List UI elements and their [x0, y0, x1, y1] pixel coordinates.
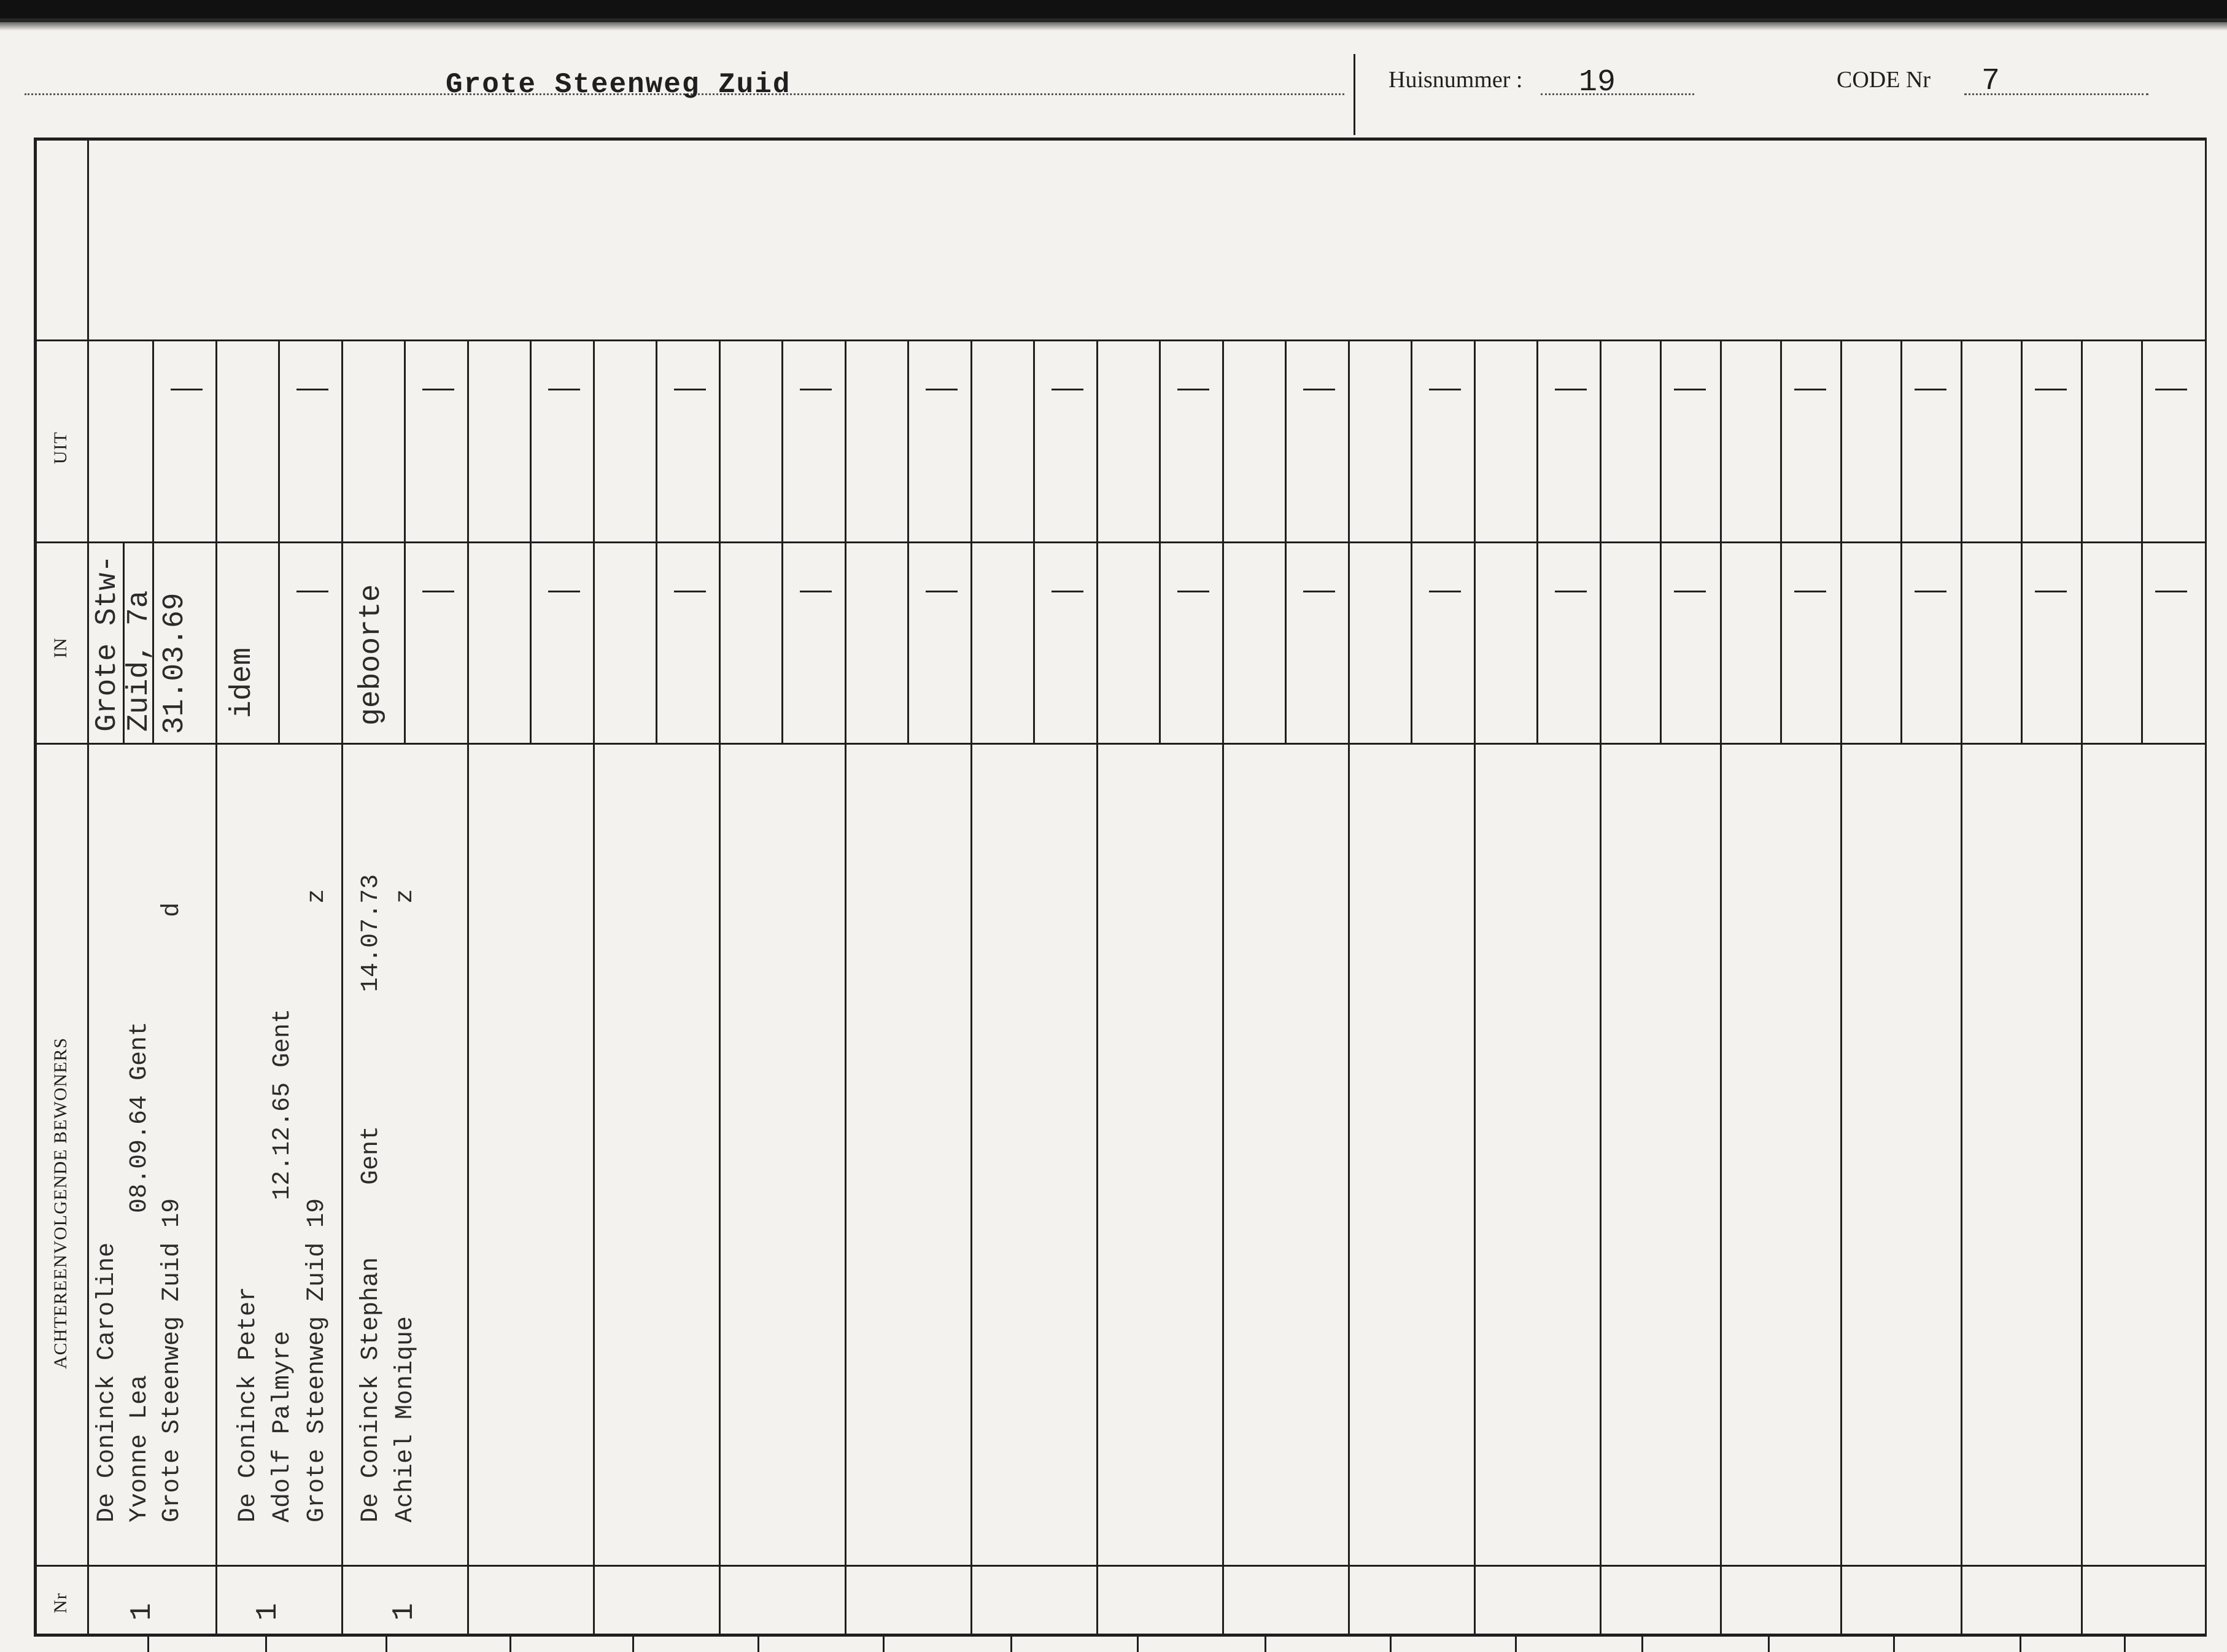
- col-line: [1840, 339, 1842, 1635]
- bottom-tick: [509, 1635, 511, 1652]
- in-dash: [1555, 591, 1587, 592]
- resident-1-address: Grote Steenweg Zuid 19: [158, 1198, 186, 1522]
- in-dash: [1303, 591, 1335, 592]
- in-dash: [2155, 591, 2187, 592]
- bottom-tick: [1265, 1635, 1266, 1652]
- sub-col-line: [656, 339, 657, 743]
- sub-col-line: [1285, 339, 1287, 743]
- uit-dash: [422, 389, 454, 390]
- nr-section-top: [34, 1565, 2207, 1567]
- sub-col-line: [2021, 339, 2023, 743]
- uit-dash: [1303, 389, 1335, 390]
- in-dash: [1674, 591, 1706, 592]
- code-label: CODE Nr: [1837, 67, 1931, 93]
- resident-2-name-line1: De Coninck Peter: [234, 1286, 262, 1522]
- label-column-divider: [87, 138, 89, 1635]
- col-line: [1961, 339, 1962, 1635]
- section-label-uit: UIT: [50, 432, 71, 464]
- header-divider: [1354, 54, 1355, 135]
- bottom-tick: [883, 1635, 885, 1652]
- in-dash: [674, 591, 706, 592]
- resident-2-nr: 1: [252, 1603, 285, 1621]
- col-line: [1720, 339, 1722, 1635]
- resident-2-mark: z: [303, 888, 331, 904]
- table-right-border: [2205, 138, 2207, 1635]
- in-dash: [800, 591, 832, 592]
- sub-col-line: [530, 339, 532, 743]
- bottom-tick: [385, 1635, 387, 1652]
- sub-col-line: [1033, 339, 1035, 743]
- resident-3-in-from: geboorte: [355, 584, 388, 726]
- sub-col-line: [1660, 339, 1662, 743]
- resident-1-in-date: 31.03.69: [158, 592, 192, 734]
- table-bottom-border: [34, 1634, 2207, 1637]
- col-line: [1474, 339, 1476, 1635]
- sub-col-line: [1159, 339, 1161, 743]
- in-dash: [1794, 591, 1826, 592]
- sub-col-line: [1900, 339, 1902, 743]
- resident-3-nr: 1: [388, 1603, 421, 1621]
- uit-dash: [548, 389, 580, 390]
- bottom-tick: [1390, 1635, 1392, 1652]
- bottom-tick: [632, 1635, 634, 1652]
- col-line: [845, 339, 846, 1635]
- col-line: [341, 339, 343, 1635]
- col-line: [2081, 339, 2083, 1635]
- bottom-tick: [1641, 1635, 1643, 1652]
- col-line: [215, 339, 217, 1635]
- bottom-tick: [1010, 1635, 1012, 1652]
- in-dash: [296, 591, 328, 592]
- resident-3-birth-place: Gent: [357, 1125, 385, 1185]
- uit-dash: [2035, 389, 2067, 390]
- in-dash: [1052, 591, 1083, 592]
- uit-dash: [800, 389, 832, 390]
- resident-1-in-from2: Zuid, 7a: [123, 590, 156, 732]
- uit-section-top: [34, 339, 2207, 341]
- street-name: Grote Steenweg Zuid: [446, 69, 791, 101]
- uit-dash: [1915, 389, 1946, 390]
- bewoners-section-top: [34, 743, 2207, 745]
- huisnummer-dotted-line: [1541, 93, 1694, 95]
- resident-3-mark: z: [392, 888, 419, 904]
- uit-dash: [926, 389, 958, 390]
- col-line: [593, 339, 595, 1635]
- resident-2-birth: 12.12.65 Gent: [269, 1008, 296, 1200]
- resident-1-name-line1: De Coninck Caroline: [93, 1242, 121, 1522]
- col-line: [1222, 339, 1224, 1635]
- in-dash: [1177, 591, 1209, 592]
- bottom-tick: [2124, 1635, 2126, 1652]
- section-label-nr: Nr: [50, 1592, 71, 1613]
- uit-dash: [2155, 389, 2187, 390]
- huisnummer-label: Huisnummer :: [1388, 67, 1523, 93]
- sub-col-line: [1536, 339, 1538, 743]
- uit-dash: [171, 389, 203, 390]
- in-dash: [422, 591, 454, 592]
- scan-shadow: [0, 18, 2227, 31]
- section-label-bewoners: ACHTEREENVOLGENDE BEWONERS: [50, 1037, 71, 1369]
- bottom-tick: [1515, 1635, 1517, 1652]
- resident-3-name-line1: De Coninck Stephan: [357, 1257, 385, 1522]
- uit-dash: [1429, 389, 1461, 390]
- in-dash: [1915, 591, 1946, 592]
- resident-3-birth-date: 14.07.73: [357, 874, 385, 992]
- uit-dash: [1052, 389, 1083, 390]
- uit-dash: [1674, 389, 1706, 390]
- uit-dash: [296, 389, 328, 390]
- bottom-tick: [1137, 1635, 1139, 1652]
- resident-2-address: Grote Steenweg Zuid 19: [303, 1198, 331, 1522]
- resident-1-name-line2: Yvonne Lea: [126, 1375, 153, 1522]
- in-dash: [2035, 591, 2067, 592]
- sub-col-line: [278, 339, 280, 743]
- in-dash: [926, 591, 958, 592]
- section-label-in: IN: [50, 637, 71, 658]
- col-line: [1600, 339, 1602, 1635]
- resident-1-nr: 1: [126, 1603, 159, 1621]
- bottom-tick: [757, 1635, 759, 1652]
- col-line: [467, 339, 469, 1635]
- resident-3-name-line2: Achiel Monique: [392, 1316, 419, 1522]
- code-value: 7: [1981, 64, 2000, 99]
- uit-dash: [1794, 389, 1826, 390]
- uit-dash: [1555, 389, 1587, 390]
- col-line: [1348, 339, 1350, 1635]
- bottom-tick: [2020, 1635, 2021, 1652]
- uit-dash: [674, 389, 706, 390]
- resident-2-in-from: idem: [226, 647, 259, 718]
- sub-col-line: [1780, 339, 1782, 743]
- in-section-top: [34, 541, 2207, 543]
- in-dash: [548, 591, 580, 592]
- sub-col-line: [1411, 339, 1412, 743]
- resident-2-name-line2: Adolf Palmyre: [269, 1330, 296, 1522]
- table-left-border: [34, 138, 37, 1635]
- sub-col-line: [907, 339, 909, 743]
- bottom-tick: [1768, 1635, 1770, 1652]
- uit-dash: [1177, 389, 1209, 390]
- table-top-border: [34, 138, 2207, 141]
- sub-col-line: [781, 339, 783, 743]
- col-line: [970, 339, 972, 1635]
- bottom-tick: [265, 1635, 267, 1652]
- sub-col-line: [2141, 339, 2143, 743]
- huisnummer-value: 19: [1579, 65, 1616, 100]
- bottom-tick: [1893, 1635, 1895, 1652]
- resident-1-in-from: Grote Stw-: [91, 554, 124, 732]
- resident-1-birth: 08.09.64 Gent: [126, 1021, 153, 1213]
- in-dash: [1429, 591, 1461, 592]
- col-line: [719, 339, 721, 1635]
- resident-1-mark: d: [158, 902, 186, 917]
- sub-col-line: [404, 339, 406, 743]
- bottom-tick: [147, 1635, 149, 1652]
- col-line: [1096, 339, 1098, 1635]
